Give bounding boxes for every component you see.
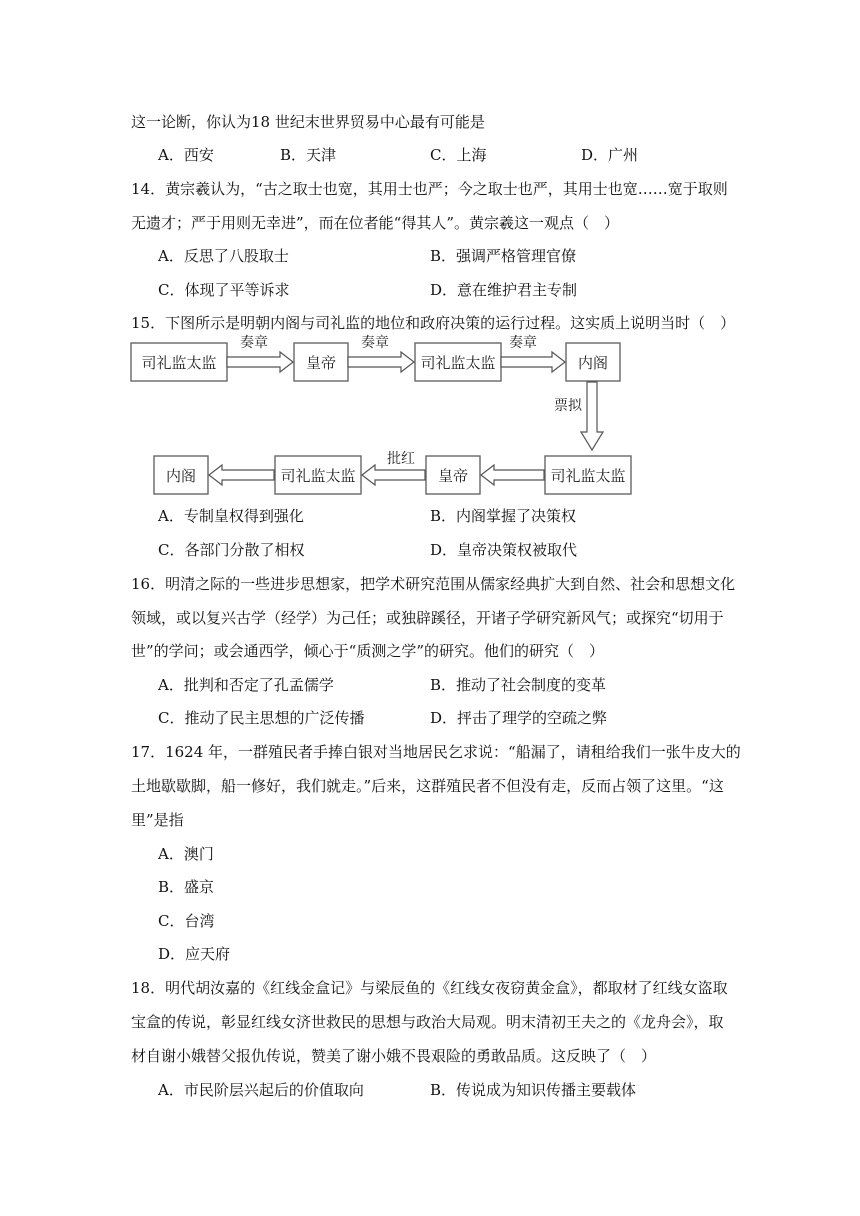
svg-text:奏章: 奏章 — [361, 335, 389, 351]
top-box-3 — [415, 343, 501, 381]
q13-option-b: B．天津 — [280, 146, 337, 164]
q17-option-c: C．台湾 — [158, 912, 215, 930]
q14-option-a: A．反思了八股取士 — [158, 247, 289, 265]
svg-text:批红: 批红 — [387, 451, 415, 467]
q18-stem-line-2: 宝盒的传说，彰显红线女济世救民的思想与政治大局观。明末清初王夫之的《龙舟会》，取 — [131, 1013, 724, 1031]
svg-text:司礼监太监: 司礼监太监 — [420, 354, 496, 372]
top-box-2 — [294, 343, 348, 381]
bottom-box-2 — [275, 456, 361, 494]
q16-stem-line-1: 16．明清之际的一些进步思想家，把学术研究范围从儒家经典扩大到自然、社会和思想文化 — [131, 575, 736, 593]
bottom-box-3 — [426, 456, 480, 494]
top-arrow-3 — [501, 334, 565, 372]
q17-option-d: D．应天府 — [158, 945, 231, 963]
svg-text:司礼监太监: 司礼监太监 — [280, 467, 356, 485]
q17-stem-line-2: 土地歇歇脚，船一修好，我们就走。”后来，这群殖民者不但没有走，反而占领了这里。“这 — [131, 777, 724, 795]
q17-option-b: B．盛京 — [158, 878, 215, 896]
q14-option-d: D．意在维护君主专制 — [430, 281, 578, 299]
svg-text:皇帝: 皇帝 — [437, 467, 469, 485]
q16-option-c: C．推动了民主思想的广泛传播 — [158, 709, 365, 727]
q17-option-a: A．澳门 — [158, 845, 214, 863]
q13-option-d: D．广州 — [581, 146, 639, 164]
svg-text:司礼监太监: 司礼监太监 — [550, 467, 626, 485]
q14-option-b: B．强调严格管理官僚 — [430, 247, 577, 265]
q13-option-c: C．上海 — [430, 146, 487, 164]
q14-stem-line-1: 14．黄宗羲认为，“古之取士也宽，其用士也严；今之取士也严，其用士也宽……宽于取则 — [131, 180, 728, 198]
q18-option-a: A．市民阶层兴起后的价值取向 — [158, 1081, 364, 1099]
q18-option-b: B．传说成为知识传播主要载体 — [430, 1081, 637, 1099]
svg-text:皇帝: 皇帝 — [305, 354, 337, 372]
bottom-arrow-3 — [481, 465, 544, 485]
svg-text:奏章: 奏章 — [509, 335, 537, 351]
q18-stem-line-1: 18．明代胡汝嘉的《红线金盒记》与梁辰鱼的《红线女夜窃黄金盒》，都取材了红线女盗取 — [131, 979, 728, 997]
q16-stem-line-3: 世”的学问；或会通西学，倾心于“质测之学”的研究。他们的研究（ ） — [131, 642, 605, 660]
q16-stem-line-2: 领域，或以复兴古学（经学）为己任；或独辟蹊径，开诸子学研究新风气；或探究“切用于 — [131, 609, 724, 627]
q14-option-c: C．体现了平等诉求 — [158, 281, 290, 299]
top-box-4 — [566, 343, 620, 381]
svg-text:内阁: 内阁 — [577, 354, 609, 372]
svg-text:奏章: 奏章 — [240, 335, 268, 351]
q18-stem-line-3: 材自谢小娥替父报仇传说，赞美了谢小娥不畏艰险的勇敢品质。这反映了（ ） — [131, 1047, 657, 1065]
svg-text:票拟: 票拟 — [554, 398, 582, 414]
q15-option-b: B．内阁掌握了决策权 — [430, 507, 577, 525]
q17-stem-line-1: 17．1624 年，一群殖民者手捧白银对当地居民乞求说：“船漏了，请租给我们一张牛皮大的 — [131, 743, 741, 761]
bottom-arrow-2 — [362, 450, 425, 485]
q15-option-a: A．专制皇权得到强化 — [158, 507, 304, 525]
down-arrow — [554, 382, 603, 450]
q14-stem-line-2: 无遗才；严于用则无幸进”，而在位者能“得其人”。黄宗羲这一观点（ ） — [131, 214, 620, 232]
q16-option-d: D．抨击了理学的空疏之弊 — [430, 709, 608, 727]
svg-text:司礼监太监: 司礼监太监 — [141, 354, 217, 372]
bottom-arrow-1 — [209, 465, 274, 485]
q15-option-d: D．皇帝决策权被取代 — [430, 541, 578, 559]
top-arrow-1 — [227, 334, 293, 372]
q16-option-b: B．推动了社会制度的变革 — [430, 676, 607, 694]
top-arrow-2 — [348, 334, 414, 372]
bottom-box-1 — [154, 456, 208, 494]
q16-option-a: A．批判和否定了孔孟儒学 — [158, 676, 334, 694]
q13-stem-line: 这一论断，你认为18 世纪末世界贸易中心最有可能是 — [131, 113, 485, 131]
q15-option-c: C．各部门分散了相权 — [158, 541, 305, 559]
svg-text:内阁: 内阁 — [165, 467, 197, 485]
q13-option-a: A．西安 — [158, 146, 214, 164]
top-box-1 — [131, 343, 227, 381]
q15-stem-line: 15．下图所示是明朝内阁与司礼监的地位和政府决策的运行过程。这实质上说明当时（ ） — [131, 314, 736, 332]
bottom-box-4 — [545, 456, 631, 494]
q17-stem-line-3: 里”是指 — [131, 811, 184, 829]
